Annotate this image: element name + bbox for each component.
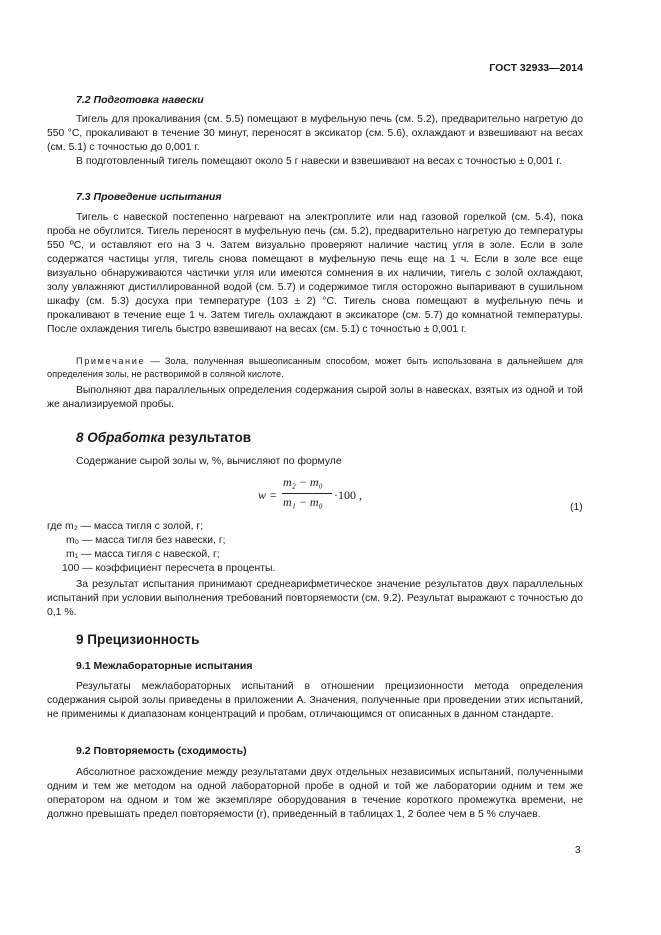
section-9-1-title: 9.1 Межлабораторные испытания <box>76 660 253 672</box>
formula-fraction-bar <box>282 493 332 494</box>
section-9-2-title: 9.2 Повторяемость (сходимость) <box>76 745 247 757</box>
formula-lhs: w = <box>258 488 278 502</box>
legend-line-m1: m₁ — масса тигля с навеской, г; <box>66 549 220 560</box>
note-text: — Зола, полученная вышеописанным способом, может быть использована в дальнейшем для определения золы, не растворимой в соляной кислоте. <box>47 356 583 379</box>
section-8-title-num: 8 Обработка <box>76 430 165 445</box>
section-9-2-paragraph: Абсолютное расхождение между результатами двух отдельных независимых испытаний, полученными одним и тем же методом на одной лабораторной пробе в одной и той же лаборатории одним и тем же оператором на одном и том же экземпляре оборудования в течение короткого промежутка времени, не должно превышать предел повторяемости (r), приведенный в таблицах 1, 2 более чем в 5 % случаев. <box>47 767 583 820</box>
section-9-title: 9 Прецизионность <box>76 632 200 647</box>
section-7-3-paragraph-1: Тигель с навеской постепенно нагревают на электроплите или над газовой горелкой (см. 5.4), пока проба не обуглится. Тигель переносят в муфельную печь (см. 5.2), предварительно нагретую до температуры 550 ºС, и оставляют его на 3 ч. Затем визуально проверяют наличие частиц угля в золе. Если в золе содержатся частицы угля, тигель снова помещают в муфельную печь еще на 1 ч. Если в золе все еще визуально обнаруживаются частички угля или имеются сомнения в их наличии, тигель с золой охлаждают, золу увлажняют дистиллированной водой (см. 5.7) и содержимое тигля осторожно выпаривают в сушильном шкафу (см. 5.3) досуха при температуре (103 ± 2) °С. Тигель снова помещают в муфельную печь и прокаливают в течение еще 1 ч. Затем тигель охлаждают в эксикаторе (см. 5.7) до комнатной температуры. После охлаждения тигель быстро взвешивают на весах (см. 5.1) с точностью ± 0,001 г. <box>47 212 583 335</box>
formula-number: (1) <box>570 502 583 513</box>
formula-multiplier: ·100 , <box>334 488 362 502</box>
section-9-1-paragraph: Результаты межлабораторных испытаний в отношении прецизионности метода определения содержания сырой золы приведены в приложении А. Значения, полученные при проведении этих испытаний, не применимы к диапазонам концентраций и пробам, отличающимся от описанных в данном стандарте. <box>47 681 583 720</box>
section-8-title-rest: результатов <box>165 430 251 445</box>
section-8-paragraph-1: Содержание сырой золы w, %, вычисляют по формуле <box>76 456 342 467</box>
formula-numerator: m₂ − m₀ <box>283 475 323 489</box>
legend-line-100: 100 — коэффициент пересчета в проценты. <box>62 563 276 574</box>
section-7-2-paragraph-1: Тигель для прокаливания (см. 5.5) помещают в муфельную печь (см. 5.2), предварительно нагретую до 550 °С, прокаливают в течение 30 минут, переносят в эксикатор (см. 5.6), охлаждают и взвешивают на весах (см. 5.1) с точностью до 0,001 г. <box>47 114 583 153</box>
page-number: 3 <box>575 845 581 856</box>
section-8-paragraph-2: За результат испытания принимают среднеарифметическое значение результатов двух параллельных испытаний при условии выполнения требований повторяемости (см. 9.2). Результат выражают с точностью до 0,1 %. <box>47 579 583 618</box>
section-8-title <box>76 430 251 445</box>
section-7-2-paragraph-2: В подготовленный тигель помещают около 5 г навески и взвешивают на весах с точностью ± 0,001 г. <box>76 156 562 167</box>
document-header: ГОСТ 32933—2014 <box>489 62 583 74</box>
section-7-3-paragraph-2: Выполняют два параллельных определения содержания сырой золы в навесках, взятых из одной и той же анализируемой пробы. <box>47 385 583 410</box>
formula-denominator: m₁ − m₀ <box>283 495 323 509</box>
note-label: Примечание <box>76 356 146 366</box>
section-7-2-title: 7.2 Подготовка навески <box>76 94 204 106</box>
legend-line-m2: где m₂ — масса тигля с золой, г; <box>47 521 204 532</box>
section-7-3-title: 7.3 Проведение испытания <box>76 191 222 203</box>
section-7-3-note <box>47 355 583 381</box>
legend-line-m0: m₀ — масса тигля без навески, г; <box>66 535 226 546</box>
